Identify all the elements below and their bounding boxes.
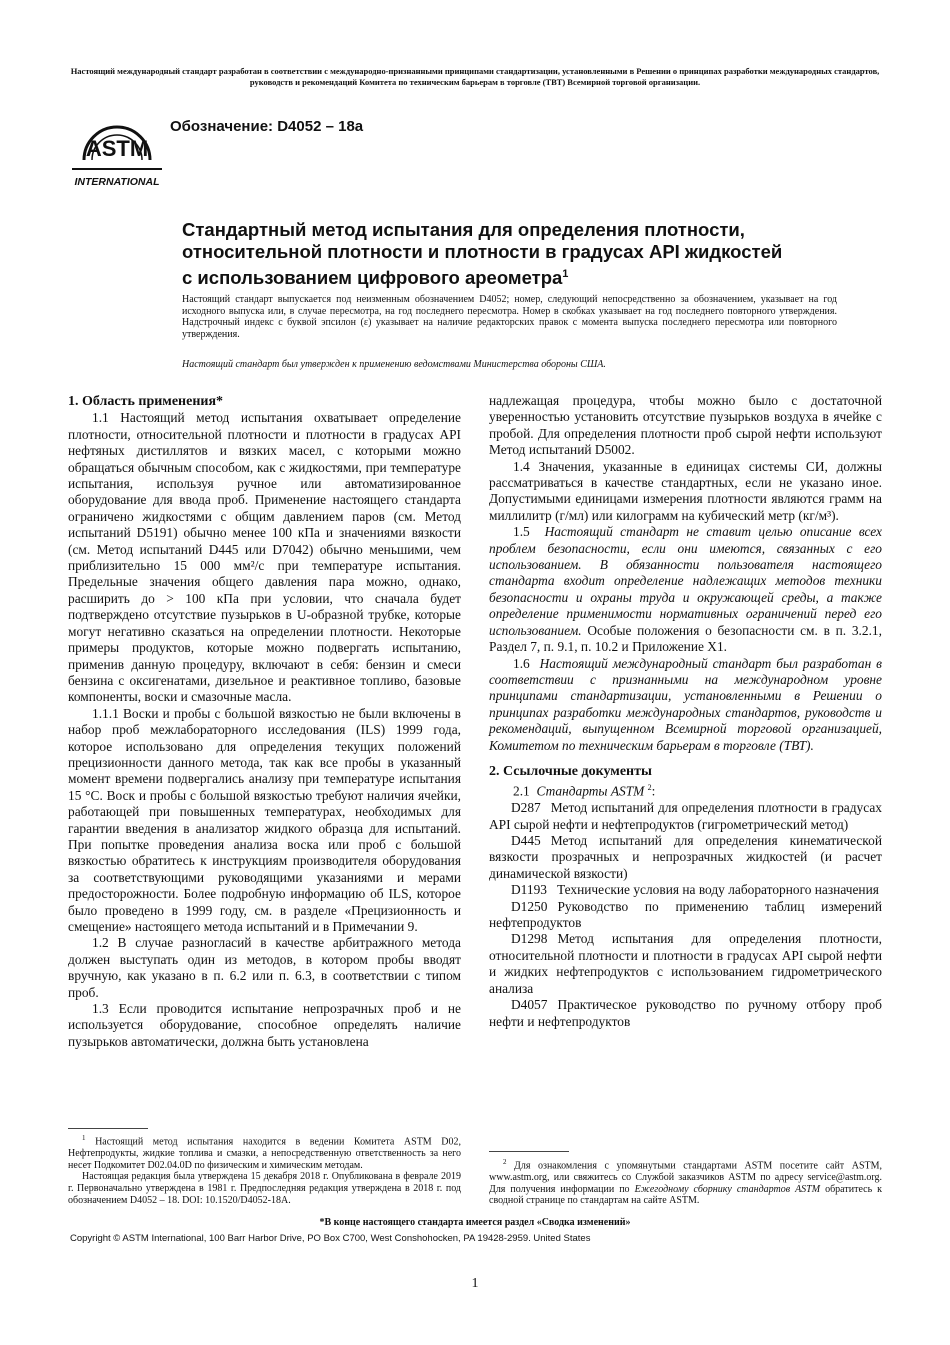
footnote-2-text: $^2$ Для ознакомления с упомянутыми стандартами ASTM посетите сайт ASTM, www.astm.org, или свяжитесь со Службой заказчиков ASTM по адресу service@astm.org. Для получения информации по Ежегодному сборнику стандартов ASTM обратитесь к сводной странице по стандартам на сайте ASTM.: [489, 1158, 883, 1207]
footnote-2: [489, 1157, 882, 1207]
title-line-3: с использованием цифрового ареометра$^1$: [182, 267, 569, 289]
footnote-divider-left: [68, 1128, 148, 1129]
title-line-2: относительной плотности и плотности в градусах API жидкостей: [182, 241, 783, 262]
issued-note: Настоящий стандарт выпускается под неизменным обозначением D4052; номер, следующий непосредственно за обозначением, указывает на год исходного выпуска или, в случае пересмотра, на год последнего пересмотра. Номер в скобках указывает на год последнего повторного утверждения. Надстрочный индекс с буквой эпсилон (ε) указывает на наличие редакторских правок с момента выпуска последнего пересмотра или повторного утверждения.: [182, 294, 837, 340]
reference-title: Технические условия на воду лабораторного назначения: [556, 882, 879, 898]
reference-code[interactable]: D1250: [511, 898, 548, 914]
reference-title: Руководство по применению таблиц измерений нефтепродуктов: [489, 898, 882, 931]
document-title: [182, 219, 862, 289]
reference-code[interactable]: D4057: [511, 997, 548, 1013]
footnote-1-revision: Настоящая редакция была утверждена 15 декабря 2018 г. Опубликована в феврале 2019 г. Первоначально утверждена в 1981 г. Предпоследняя редакция утверждена в 2018 г. под обозначением D4052 – 18. DOI: 10.1520/D4052-18A.: [68, 1171, 461, 1206]
section-2-heading: 2. Ссылочные документы: [489, 763, 652, 779]
reference-item: [489, 997, 882, 1030]
reference-title: Метод испытаний для определения кинематической вязкости прозрачных и непрозрачных жидкостей (и расчет динамической вязкости): [489, 833, 882, 881]
para-1-4: 1.4 Значения, указанные в единицах системы СИ, должны рассматриваться в качестве стандартных, если не указано иное. Допустимыми единицами измерения плотности являются грамм на миллилитр (г/мл) или килограмм на кубический метр (кг/м³).: [489, 458, 882, 523]
reference-item: [489, 899, 882, 932]
page-number: 1: [471, 1276, 479, 1291]
reference-title: Практическое руководство по ручному отбору проб нефти и нефтепродуктов: [489, 997, 882, 1029]
reference-code[interactable]: D445: [511, 833, 541, 849]
para-2-1: 2.1 Стандарты ASTM $^2$:: [513, 783, 656, 799]
copyright: Copyright © ASTM International, 100 Barr Harbor Drive, PO Box C700, West Conshohocken, PA 19428-2959. United States: [70, 1233, 591, 1244]
section-1-heading: 1. Область применения*: [68, 394, 224, 409]
logo-letters: ASTM: [85, 136, 149, 161]
reference-item: [489, 800, 882, 833]
astm-logo: [70, 110, 164, 190]
para-1-6: 1.6 Настоящий международный стандарт был разработан в соответствии с признанными на международном уровне принципами стандартизации, установленными в Решении о принципах разработки международных стандартов, руководств и рекомендаций, выпущенном Всемирной торговой организацией, Комитетом по техническим барьерам в торговле (ТВТ).: [489, 655, 882, 753]
title-footnote-ref[interactable]: 1: [562, 268, 569, 280]
astm-logo-graphic: [70, 110, 164, 190]
logo-international: INTERNATIONAL: [74, 176, 160, 188]
reference-code[interactable]: D1298: [511, 931, 548, 947]
footnote-2-ref[interactable]: 2: [647, 783, 652, 793]
footnote-1-text: $^1$ Настоящий метод испытания находится в ведении Комитета ASTM D02, Нефтепродукты, жидкие топлива и смазки, а непосредственную ответственность за него несет Подкомитет D02.04.0D по физическим и химическим методам.: [68, 1134, 461, 1171]
para-1-5: 1.5 Настоящий стандарт не ставит целью описание всех проблем безопасности, если они имеются, связанных с его использованием. В обязанности пользователя настоящего стандарта входит определение надлежащих методов техники безопасности и охраны труда и окружающей среды, а также определение применимости нормативных ограничений перед его использованием. Особые положения о безопасности см. в п. 3.2.1, Раздел 7, п. 9.1, п. 10.2 и Приложение X1.: [489, 524, 882, 655]
summary-of-changes-note: *В конце настоящего стандарта имеется раздел «Сводка изменений»: [319, 1217, 631, 1228]
top-notice: Настоящий международный стандарт разработан в соответствии с международно-признанными принципами стандартизации, установленными в Решении о принципах разработки международных стандартов, руководств и рекомендаций Комитета по техническим барьерам в торговле (ТВТ) Всемирной торговой организации.: [70, 66, 880, 87]
reference-item: [489, 833, 882, 882]
footnote-1: [68, 1133, 461, 1207]
footnote-divider-right: [489, 1151, 569, 1152]
right-column: [489, 393, 882, 1030]
reference-item: [489, 931, 882, 997]
designation: Обозначение: D4052 – 18a: [170, 118, 364, 135]
reference-code[interactable]: D1193: [511, 882, 547, 898]
approved-note: Настоящий стандарт был утвержден к применению ведомствами Министерства обороны США.: [182, 359, 606, 370]
para-1-2: 1.2 В случае разногласий в качестве арбитражного метода должен выступать один из методов, в котором пробы вводят вручную, как указано в п. 6.2 или п. 6.3, в соответствии с типом проб.: [68, 935, 461, 1000]
reference-list: [489, 800, 882, 1030]
para-1-1: 1.1 Настоящий метод испытания охватывает определение плотности, относительной плотности и плотности в градусах API нефтяных дистиллятов и вязких масел, с которыми можно обращаться обычным способом, как с жидкостями, при температуре испытания, используя ручное или автоматизированное оборудование для ввода проб. Применение настоящего стандарта ограничено жидкостями с общим давлением паров (см. Метод испытаний D5191) обычно менее 100 кПа и значениями вязкости (см. Метод испытаний D445 или D7042) обычно меньшими, чем приблизительно 15 000 мм²/с при температуре испытания. Предельные значения общего давления пара можно, однако, расширить до > 100 кПа при условии, что сначала будет подтверждено отсутствие пузырьков в U-образной трубке, которые могут негативно сказаться на определении плотности. Некоторые примеры продуктов, которые можно подвергать испытанию, применив данную процедуру, включают в себя: бензин и смеси бензина с оксигенатами, дизельное и реактивное топливо, базовые компоненты, воски и смазочные масла.: [68, 410, 461, 705]
reference-code[interactable]: D287: [511, 800, 541, 816]
reference-title: Метод испытания для определения плотности, относительной плотности и плотности в градусах API сырой нефти и жидких нефтепродуктов с использованием гидрометрического анализа: [489, 931, 882, 996]
reference-item: [489, 882, 882, 898]
para-1-3: 1.3 Если проводится испытание непрозрачных проб и не используется оборудование, способное определять наличие пузырьков автоматически, должна быть установлена: [68, 1001, 461, 1049]
para-1-3-continued: надлежащая процедура, чтобы можно было с достаточной уверенностью установить отсутствие пузырьков воздуха в ячейке с пробой. Для определения плотности проб сырой нефти используют Метод испытаний D5002.: [489, 393, 882, 458]
left-column: [68, 394, 461, 1050]
title-line-1: Стандартный метод испытания для определения плотности,: [182, 219, 745, 240]
reference-title: Метод испытаний для определения плотности в градусах API сырой нефти и нефтепродуктов (гигрометрический метод): [489, 800, 882, 832]
para-1-1-1: 1.1.1 Воски и пробы с большой вязкостью не были включены в набор проб межлабораторного исследования (ILS) 1999 года, которое использовано для определения текущих положений прецизионности данного метода, так как все пробы в указанный момент времени подвергались анализу при температуре испытания 15 °С. Воск и пробы с большой вязкостью требуют наличия ячейки, работающей при повышенных температурах, необходимых для гарантии введения в анализатор жидкого образца для испытаний. При попытке проведения анализа воска или проб с большой вязкостью обратитесь к инструкциям производителя оборудования за соответствующими руководящими указаниями и мерами предосторожности. Более подробную информацию об ILS, которое было проведено в 1999 году, см. в разделе «Прецизионность и смещение» настоящего метода испытаний и в Примечании 9.: [68, 705, 461, 934]
